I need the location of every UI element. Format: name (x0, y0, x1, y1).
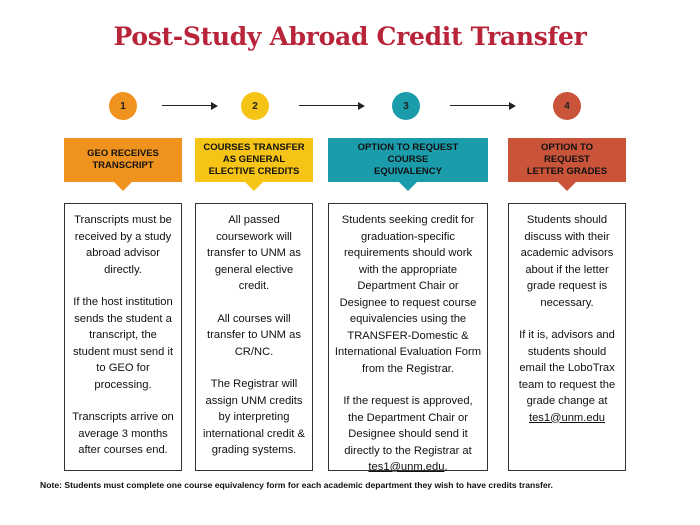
step-3-email-link[interactable]: tes1@unm.edu (368, 461, 445, 473)
step-4-banner (508, 138, 626, 182)
step-2-paragraph: The Registrar will assign UNM credits by interpreting international credit & grading systems. (203, 378, 305, 456)
step-3-card (328, 203, 488, 471)
step-2-card (195, 203, 313, 471)
step-2-paragraph: All courses will transfer to UNM as CR/NC. (207, 312, 301, 358)
step-1-paragraph: Transcripts must be received by a study abroad advisor directly. (74, 214, 172, 276)
step-4-banner-label: OPTION TO REQUEST LETTER GRADES (526, 142, 608, 177)
step-1-circle: 1 (109, 92, 137, 120)
step-2-pointer-icon (245, 182, 263, 191)
step-1-card (64, 203, 182, 471)
step-3-paragraph: Students seeking credit for graduation-specific requirements should work with the appropriate Department Chair or Designee to request course equivalencies using the TRANSFER-Domestic & International Evaluation Form from the Registrar. (334, 214, 482, 375)
step-2-banner-label: COURSES TRANSFER AS GENERAL ELECTIVE CREDITS (203, 142, 305, 177)
step-3-circle: 3 (392, 92, 420, 120)
step-4-paragraph: If it is, advisors and students should email the LoboTrax team to request the grade change at (518, 329, 616, 407)
step-3-pointer-icon (399, 182, 417, 191)
step-4-pointer-icon (558, 182, 576, 191)
step-2-banner (195, 138, 313, 182)
step-3-email-suffix: . (444, 461, 448, 473)
arrow-3-to-4-icon (450, 102, 516, 110)
step-4-card (508, 203, 626, 471)
step-1-paragraph: Transcripts arrive on average 3 months after courses end. (72, 411, 174, 456)
step-4-paragraph: Students should discuss with their academic advisors about if the letter grade request is necessary. (520, 214, 614, 309)
page-title: Post-Study Abroad Credit Transfer (113, 22, 587, 51)
arrow-1-to-2-icon (162, 102, 218, 110)
step-1-pointer-icon (114, 182, 132, 191)
step-2-circle: 2 (241, 92, 269, 120)
step-4-circle: 4 (553, 92, 581, 120)
step-2-paragraph: All passed coursework will transfer to UNM as general elective credit. (207, 214, 301, 292)
footnote: Note: Students must complete one course equivalency form for each academic department they wish to have credits transfer. (40, 480, 553, 490)
step-3-banner-label: OPTION TO REQUEST COURSE EQUIVALENCY (357, 142, 459, 177)
arrow-2-to-3-icon (299, 102, 365, 110)
step-1-paragraph: If the host institution sends the student a transcript, the student must send it to GEO for processing. (72, 296, 174, 391)
step-3-banner (328, 138, 488, 182)
step-1-banner (64, 138, 182, 182)
step-1-banner-label: GEO RECEIVES TRANSCRIPT (87, 148, 159, 171)
step-3-paragraph: If the request is approved, the Department Chair or Designee should send it directly to the Registrar at (343, 395, 473, 457)
step-4-email-link[interactable]: tes1@unm.edu (528, 411, 606, 424)
